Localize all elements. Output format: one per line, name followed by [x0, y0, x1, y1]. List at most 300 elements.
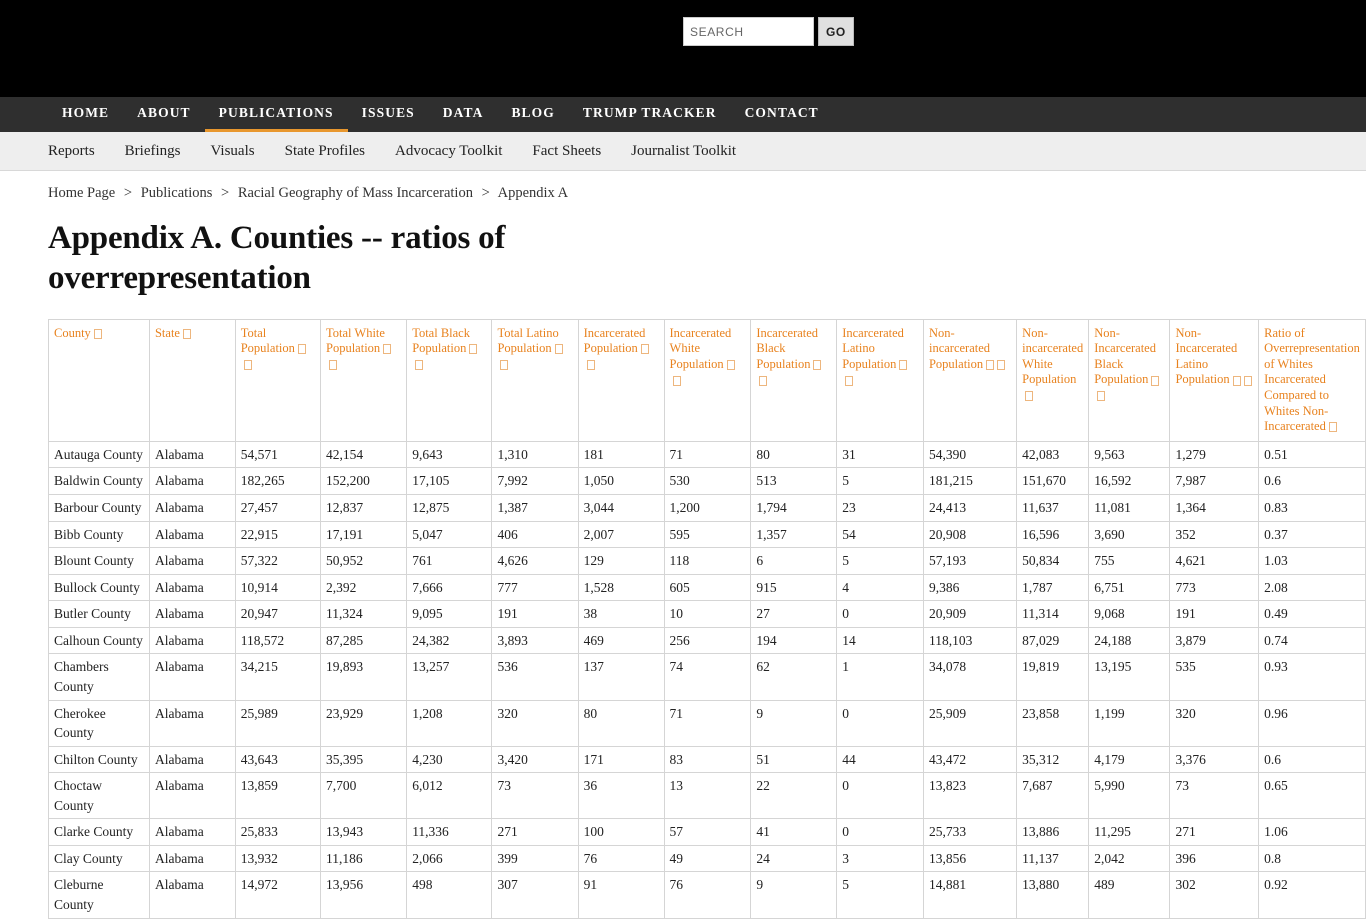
cell-incarcerated-white: 76 [664, 872, 751, 918]
cell-state: Alabama [149, 601, 235, 628]
sort-icon[interactable] [94, 329, 102, 339]
table-row[interactable] [49, 468, 1366, 495]
cell-non-incarcerated-black: 1,199 [1089, 700, 1170, 746]
cell-non-incarcerated-latino: 352 [1170, 521, 1259, 548]
column-header-label: State [154, 325, 180, 340]
column-header-label: County [54, 325, 91, 340]
cell-incarcerated-white: 83 [664, 746, 751, 773]
cell-incarcerated-black: 41 [751, 819, 837, 846]
cell-state: Alabama [149, 574, 235, 601]
cell-incarcerated-black: 24 [751, 845, 837, 872]
cell-incarcerated: 171 [578, 746, 664, 773]
cell-total-latino: 271 [492, 819, 578, 846]
column-header-incarcerated-latino-population[interactable] [837, 319, 924, 441]
cell-total-latino: 191 [492, 601, 578, 628]
column-header-total-latino-population[interactable] [492, 319, 578, 441]
cell-non-incarcerated-black: 4,179 [1089, 746, 1170, 773]
cell-incarcerated: 38 [578, 601, 664, 628]
search-input[interactable] [683, 17, 814, 46]
column-header-incarcerated-population[interactable] [578, 319, 664, 441]
cell-total-latino: 536 [492, 654, 578, 700]
column-header-total-population[interactable] [235, 319, 320, 441]
cell-non-incarcerated-latino: 3,376 [1170, 746, 1259, 773]
breadcrumb-separator: > [221, 185, 230, 201]
cell-total-white: 11,324 [321, 601, 407, 628]
cell-state: Alabama [149, 845, 235, 872]
cell-incarcerated-white: 118 [664, 548, 751, 575]
cell-state: Alabama [149, 548, 235, 575]
cell-incarcerated-black: 1,794 [751, 495, 837, 522]
breadcrumb-separator: > [481, 185, 490, 201]
cell-incarcerated: 129 [578, 548, 664, 575]
cell-non-incarcerated: 181,215 [923, 468, 1016, 495]
cell-total-latino: 406 [492, 521, 578, 548]
cell-total-white: 19,893 [321, 654, 407, 700]
column-header-non-incarcerated-population[interactable] [923, 319, 1016, 441]
cell-state: Alabama [149, 654, 235, 700]
cell-non-incarcerated-black: 24,188 [1089, 627, 1170, 654]
cell-non-incarcerated-black: 11,295 [1089, 819, 1170, 846]
column-header-label: Non-Incarcerated Latino Population [1175, 325, 1238, 387]
cell-total-white: 50,952 [321, 548, 407, 575]
cell-non-incarcerated-white: 50,834 [1017, 548, 1089, 575]
nav-item-issues[interactable]: ISSUES [361, 105, 415, 120]
cell-total-black: 1,208 [407, 700, 492, 746]
subnav-item-visuals[interactable]: Visuals [210, 142, 255, 159]
cell-county: Choctaw County [49, 773, 150, 819]
cell-state: Alabama [149, 468, 235, 495]
cell-ratio: 0.65 [1259, 773, 1366, 819]
cell-total-population: 54,571 [235, 441, 320, 468]
nav-item-data[interactable]: DATA [442, 105, 484, 120]
cell-county: Baldwin County [49, 468, 150, 495]
cell-total-black: 7,666 [407, 574, 492, 601]
cell-total-black: 9,643 [407, 441, 492, 468]
cell-non-incarcerated-black: 9,068 [1089, 601, 1170, 628]
cell-ratio: 0.92 [1259, 872, 1366, 918]
cell-incarcerated: 2,007 [578, 521, 664, 548]
cell-county: Chambers County [49, 654, 150, 700]
cell-non-incarcerated: 24,413 [923, 495, 1016, 522]
cell-incarcerated-latino: 0 [837, 819, 924, 846]
cell-incarcerated-latino: 14 [837, 627, 924, 654]
column-header-label: Total Latino Population [497, 325, 559, 356]
sort-icon[interactable] [1329, 422, 1337, 432]
table-header-row [49, 319, 1366, 441]
cell-incarcerated-white: 530 [664, 468, 751, 495]
cell-ratio: 0.96 [1259, 700, 1366, 746]
cell-county: Clay County [49, 845, 150, 872]
cell-county: Butler County [49, 601, 150, 628]
cell-total-population: 22,915 [235, 521, 320, 548]
cell-total-white: 152,200 [321, 468, 407, 495]
column-header-total-black-population[interactable] [407, 319, 492, 441]
cell-county: Bibb County [49, 521, 150, 548]
column-header-label: Non-Incarcerated Black Population [1094, 325, 1156, 387]
sort-icon[interactable] [845, 376, 853, 386]
cell-incarcerated-black: 1,357 [751, 521, 837, 548]
cell-total-population: 27,457 [235, 495, 320, 522]
sort-icon[interactable] [641, 344, 649, 354]
cell-state: Alabama [149, 495, 235, 522]
cell-total-white: 13,956 [321, 872, 407, 918]
cell-incarcerated: 91 [578, 872, 664, 918]
cell-non-incarcerated-white: 19,819 [1017, 654, 1089, 700]
cell-incarcerated-white: 10 [664, 601, 751, 628]
cell-county: Calhoun County [49, 627, 150, 654]
breadcrumb [0, 171, 1366, 202]
column-header-ratio-overrepresentation[interactable] [1259, 319, 1366, 441]
cell-incarcerated-white: 57 [664, 819, 751, 846]
cell-incarcerated: 3,044 [578, 495, 664, 522]
cell-incarcerated-white: 49 [664, 845, 751, 872]
cell-total-latino: 3,420 [492, 746, 578, 773]
cell-incarcerated-latino: 5 [837, 872, 924, 918]
subnav-item-reports[interactable]: Reports [48, 142, 95, 159]
cell-total-population: 10,914 [235, 574, 320, 601]
cell-total-population: 34,215 [235, 654, 320, 700]
column-header-label: Non-incarcerated White Population [1022, 325, 1084, 387]
cell-non-incarcerated-white: 23,858 [1017, 700, 1089, 746]
cell-non-incarcerated-black: 6,751 [1089, 574, 1170, 601]
sort-icon[interactable] [415, 360, 423, 370]
sort-icon[interactable] [587, 360, 595, 370]
cell-non-incarcerated-black: 5,990 [1089, 773, 1170, 819]
table-body [49, 441, 1366, 918]
cell-total-black: 13,257 [407, 654, 492, 700]
column-header-label: Total White Population [326, 325, 385, 356]
cell-incarcerated-black: 62 [751, 654, 837, 700]
sort-icon[interactable] [813, 360, 821, 370]
breadcrumb-item-publications[interactable]: Publications [140, 185, 213, 201]
table-row[interactable] [49, 700, 1366, 746]
sort-icon[interactable] [1233, 376, 1241, 386]
table-row[interactable] [49, 773, 1366, 819]
cell-non-incarcerated-latino: 191 [1170, 601, 1259, 628]
cell-total-population: 25,989 [235, 700, 320, 746]
nav-item-trump-tracker[interactable]: TRUMP TRACKER [582, 105, 717, 120]
cell-total-black: 11,336 [407, 819, 492, 846]
top-black-bar [0, 0, 1366, 97]
column-header-total-white-population[interactable] [321, 319, 407, 441]
cell-state: Alabama [149, 819, 235, 846]
cell-non-incarcerated-black: 9,563 [1089, 441, 1170, 468]
cell-non-incarcerated: 54,390 [923, 441, 1016, 468]
subnav-item-state-profiles[interactable]: State Profiles [284, 142, 366, 159]
cell-incarcerated-latino: 5 [837, 468, 924, 495]
cell-state: Alabama [149, 441, 235, 468]
column-header-incarcerated-black-population[interactable] [751, 319, 837, 441]
cell-county: Cherokee County [49, 700, 150, 746]
cell-non-incarcerated-latino: 1,279 [1170, 441, 1259, 468]
cell-incarcerated-latino: 1 [837, 654, 924, 700]
table-header [49, 319, 1366, 441]
cell-incarcerated-black: 915 [751, 574, 837, 601]
column-header-label: Incarcerated Population [583, 325, 646, 356]
breadcrumb-item-appendix-a[interactable]: Appendix A [497, 185, 569, 201]
cell-non-incarcerated-white: 1,787 [1017, 574, 1089, 601]
cell-non-incarcerated-latino: 302 [1170, 872, 1259, 918]
cell-ratio: 1.03 [1259, 548, 1366, 575]
cell-ratio: 0.49 [1259, 601, 1366, 628]
cell-total-white: 2,392 [321, 574, 407, 601]
cell-incarcerated-latino: 44 [837, 746, 924, 773]
cell-non-incarcerated-white: 13,886 [1017, 819, 1089, 846]
cell-incarcerated-white: 256 [664, 627, 751, 654]
cell-county: Chilton County [49, 746, 150, 773]
table-row[interactable] [49, 495, 1366, 522]
cell-total-latino: 1,387 [492, 495, 578, 522]
cell-non-incarcerated: 118,103 [923, 627, 1016, 654]
table-row[interactable] [49, 548, 1366, 575]
cell-total-latino: 4,626 [492, 548, 578, 575]
cell-total-population: 20,947 [235, 601, 320, 628]
sort-icon[interactable] [469, 344, 477, 354]
cell-county: Autauga County [49, 441, 150, 468]
sort-icon[interactable] [329, 360, 337, 370]
cell-incarcerated: 80 [578, 700, 664, 746]
nav-item-home[interactable]: HOME [62, 105, 110, 120]
cell-ratio: 0.6 [1259, 468, 1366, 495]
cell-incarcerated-latino: 31 [837, 441, 924, 468]
cell-total-population: 13,932 [235, 845, 320, 872]
cell-non-incarcerated-black: 16,592 [1089, 468, 1170, 495]
cell-total-black: 4,230 [407, 746, 492, 773]
table-row[interactable] [49, 746, 1366, 773]
cell-incarcerated-black: 22 [751, 773, 837, 819]
table-row[interactable] [49, 872, 1366, 918]
cell-total-white: 12,837 [321, 495, 407, 522]
subnav-item-fact-sheets[interactable]: Fact Sheets [532, 142, 602, 159]
sort-icon[interactable] [1244, 376, 1252, 386]
sort-icon[interactable] [555, 344, 563, 354]
sort-icon[interactable] [673, 376, 681, 386]
column-header-label: Total Population [240, 325, 295, 356]
cell-total-population: 13,859 [235, 773, 320, 819]
cell-incarcerated-latino: 23 [837, 495, 924, 522]
cell-total-latino: 399 [492, 845, 578, 872]
cell-total-latino: 7,992 [492, 468, 578, 495]
table-scroll-container[interactable] [48, 319, 1366, 919]
cell-incarcerated-black: 51 [751, 746, 837, 773]
cell-non-incarcerated-latino: 271 [1170, 819, 1259, 846]
column-header-label: Ratio of Overrepresentation of Whites Incarcerated Compared to Whites Non-Incarcerated [1264, 325, 1360, 434]
cell-total-population: 182,265 [235, 468, 320, 495]
breadcrumb-item-racial-geography[interactable]: Racial Geography of Mass Incarceration [237, 185, 473, 201]
cell-incarcerated: 76 [578, 845, 664, 872]
cell-total-white: 87,285 [321, 627, 407, 654]
cell-incarcerated-black: 194 [751, 627, 837, 654]
sub-navigation [0, 132, 1366, 171]
table-row[interactable] [49, 574, 1366, 601]
cell-incarcerated-black: 9 [751, 700, 837, 746]
table-row[interactable] [49, 845, 1366, 872]
cell-total-white: 42,154 [321, 441, 407, 468]
table-row[interactable] [49, 819, 1366, 846]
cell-non-incarcerated-latino: 535 [1170, 654, 1259, 700]
cell-ratio: 0.8 [1259, 845, 1366, 872]
cell-incarcerated: 36 [578, 773, 664, 819]
breadcrumb-separator: > [123, 185, 133, 201]
cell-total-population: 57,322 [235, 548, 320, 575]
cell-total-white: 13,943 [321, 819, 407, 846]
cell-ratio: 0.6 [1259, 746, 1366, 773]
search-go-button[interactable]: GO [818, 17, 854, 46]
cell-incarcerated-latino: 3 [837, 845, 924, 872]
nav-item-contact[interactable]: CONTACT [744, 105, 819, 120]
cell-incarcerated-latino: 54 [837, 521, 924, 548]
column-header-state[interactable] [149, 319, 235, 441]
cell-non-incarcerated: 25,909 [923, 700, 1016, 746]
sort-icon[interactable] [183, 329, 191, 339]
cell-ratio: 0.93 [1259, 654, 1366, 700]
cell-state: Alabama [149, 872, 235, 918]
column-header-non-incarcerated-white-population[interactable] [1017, 319, 1089, 441]
cell-incarcerated: 469 [578, 627, 664, 654]
sort-icon[interactable] [1151, 376, 1159, 386]
cell-incarcerated-white: 605 [664, 574, 751, 601]
subnav-item-briefings[interactable]: Briefings [124, 142, 181, 159]
cell-total-black: 2,066 [407, 845, 492, 872]
cell-non-incarcerated-white: 35,312 [1017, 746, 1089, 773]
nav-item-blog[interactable]: BLOG [511, 105, 555, 120]
cell-incarcerated-white: 13 [664, 773, 751, 819]
cell-incarcerated-white: 71 [664, 441, 751, 468]
cell-total-black: 17,105 [407, 468, 492, 495]
cell-non-incarcerated-latino: 73 [1170, 773, 1259, 819]
cell-non-incarcerated-white: 7,687 [1017, 773, 1089, 819]
cell-total-latino: 73 [492, 773, 578, 819]
cell-incarcerated: 100 [578, 819, 664, 846]
breadcrumb-item-home-page[interactable]: Home Page [48, 185, 116, 201]
cell-non-incarcerated-white: 151,670 [1017, 468, 1089, 495]
sort-icon[interactable] [1025, 391, 1033, 401]
cell-incarcerated-latino: 0 [837, 601, 924, 628]
sort-icon[interactable] [383, 344, 391, 354]
cell-incarcerated-black: 6 [751, 548, 837, 575]
cell-incarcerated-black: 9 [751, 872, 837, 918]
cell-county: Cleburne County [49, 872, 150, 918]
table-row[interactable] [49, 601, 1366, 628]
cell-state: Alabama [149, 521, 235, 548]
sort-icon[interactable] [986, 360, 994, 370]
cell-state: Alabama [149, 773, 235, 819]
cell-total-population: 14,972 [235, 872, 320, 918]
table-row[interactable] [49, 441, 1366, 468]
cell-ratio: 0.37 [1259, 521, 1366, 548]
cell-total-black: 9,095 [407, 601, 492, 628]
cell-non-incarcerated-latino: 1,364 [1170, 495, 1259, 522]
sort-icon[interactable] [997, 360, 1005, 370]
cell-total-population: 118,572 [235, 627, 320, 654]
cell-total-black: 6,012 [407, 773, 492, 819]
table-row[interactable] [49, 521, 1366, 548]
cell-incarcerated: 1,050 [578, 468, 664, 495]
cell-total-latino: 1,310 [492, 441, 578, 468]
sort-icon[interactable] [727, 360, 735, 370]
cell-non-incarcerated: 43,472 [923, 746, 1016, 773]
column-header-county[interactable] [49, 319, 150, 441]
column-header-non-incarcerated-black-population[interactable] [1089, 319, 1170, 441]
sort-icon[interactable] [298, 344, 306, 354]
column-header-incarcerated-white-population[interactable] [664, 319, 751, 441]
column-header-label: Incarcerated Latino Population [842, 325, 904, 371]
cell-incarcerated-black: 80 [751, 441, 837, 468]
cell-non-incarcerated-white: 87,029 [1017, 627, 1089, 654]
cell-non-incarcerated: 34,078 [923, 654, 1016, 700]
cell-non-incarcerated-black: 489 [1089, 872, 1170, 918]
cell-ratio: 1.06 [1259, 819, 1366, 846]
cell-total-latino: 3,893 [492, 627, 578, 654]
nav-item-publications[interactable]: PUBLICATIONS [205, 97, 348, 132]
cell-incarcerated-white: 71 [664, 700, 751, 746]
column-header-label: Non-incarcerated Population [928, 325, 991, 371]
cell-total-white: 11,186 [321, 845, 407, 872]
cell-county: Barbour County [49, 495, 150, 522]
sort-icon[interactable] [759, 376, 767, 386]
cell-non-incarcerated-white: 11,137 [1017, 845, 1089, 872]
cell-incarcerated-latino: 0 [837, 773, 924, 819]
table-row[interactable] [49, 627, 1366, 654]
cell-non-incarcerated-latino: 7,987 [1170, 468, 1259, 495]
cell-non-incarcerated: 20,909 [923, 601, 1016, 628]
cell-non-incarcerated: 9,386 [923, 574, 1016, 601]
cell-total-black: 5,047 [407, 521, 492, 548]
subnav-item-journalist-toolkit[interactable]: Journalist Toolkit [631, 142, 737, 159]
sort-icon[interactable] [899, 360, 907, 370]
column-header-label: Incarcerated White Population [669, 325, 732, 371]
cell-incarcerated-latino: 5 [837, 548, 924, 575]
cell-non-incarcerated: 14,881 [923, 872, 1016, 918]
cell-non-incarcerated-white: 42,083 [1017, 441, 1089, 468]
cell-non-incarcerated-latino: 3,879 [1170, 627, 1259, 654]
cell-incarcerated: 137 [578, 654, 664, 700]
cell-incarcerated: 181 [578, 441, 664, 468]
cell-non-incarcerated-black: 755 [1089, 548, 1170, 575]
cell-total-population: 25,833 [235, 819, 320, 846]
sort-icon[interactable] [1097, 391, 1105, 401]
cell-total-white: 17,191 [321, 521, 407, 548]
cell-total-white: 23,929 [321, 700, 407, 746]
search-form [683, 17, 854, 46]
cell-non-incarcerated-white: 11,637 [1017, 495, 1089, 522]
cell-incarcerated-white: 595 [664, 521, 751, 548]
main-navigation [0, 97, 1366, 132]
cell-non-incarcerated-black: 13,195 [1089, 654, 1170, 700]
cell-incarcerated: 1,528 [578, 574, 664, 601]
nav-item-about[interactable]: ABOUT [137, 105, 191, 120]
cell-county: Bullock County [49, 574, 150, 601]
counties-table [48, 319, 1366, 919]
cell-incarcerated-white: 74 [664, 654, 751, 700]
cell-incarcerated-black: 27 [751, 601, 837, 628]
subnav-item-advocacy-toolkit[interactable]: Advocacy Toolkit [395, 142, 503, 159]
cell-county: Blount County [49, 548, 150, 575]
cell-non-incarcerated-latino: 773 [1170, 574, 1259, 601]
column-header-non-incarcerated-latino-population[interactable] [1170, 319, 1259, 441]
sort-icon[interactable] [244, 360, 252, 370]
cell-total-population: 43,643 [235, 746, 320, 773]
cell-total-black: 761 [407, 548, 492, 575]
page-title: Appendix A. Counties -- ratios of overrepresentation [48, 220, 506, 297]
cell-incarcerated-latino: 0 [837, 700, 924, 746]
table-row[interactable] [49, 654, 1366, 700]
sort-icon[interactable] [500, 360, 508, 370]
cell-non-incarcerated-latino: 396 [1170, 845, 1259, 872]
cell-total-white: 7,700 [321, 773, 407, 819]
cell-total-black: 12,875 [407, 495, 492, 522]
cell-non-incarcerated-black: 3,690 [1089, 521, 1170, 548]
